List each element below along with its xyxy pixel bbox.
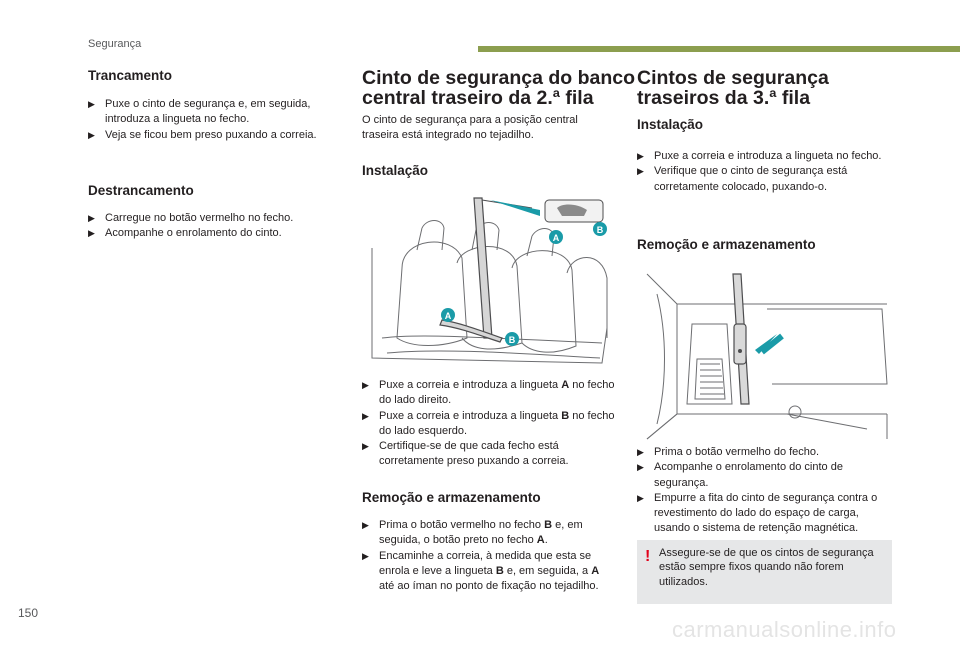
- bullet-icon: ▶: [637, 166, 644, 177]
- title-line: Cintos de segurança: [637, 67, 829, 89]
- list-item: ▶ Puxe o cinto de segurança e, em seguida, introduza a lingueta no fecho.: [88, 98, 311, 126]
- list-item: ▶ Encaminhe a correia, à medida que esta se enrola e leve a lingueta B e, em seguida, a A até ao íman no ponto de fixação no tejadilho.: [362, 549, 600, 593]
- list-item: ▶ Acompanhe o enrolamento do cinto.: [88, 226, 343, 241]
- destrancamento-heading: Destrancamento: [88, 183, 194, 198]
- bullet-icon: ▶: [362, 520, 369, 530]
- list-item: ▶ Acompanhe o enrolamento do cinto de segurança.: [637, 461, 843, 489]
- watermark: carmanualsonline.info: [672, 617, 897, 642]
- bullet-icon: ▶: [88, 129, 95, 140]
- bullet-icon: ▶: [362, 550, 369, 561]
- trancamento-heading: Trancamento: [88, 68, 173, 83]
- bullet-icon: ▶: [88, 228, 95, 239]
- list-item: ▶ Puxe a correia e introduza a lingueta no fecho.: [637, 149, 892, 164]
- bullet-icon: ▶: [88, 99, 95, 109]
- warning-text: Assegure-se de que os cintos de segurança estão sempre fixos quando não forem utilizados.: [659, 547, 874, 588]
- bullet-icon: ▶: [362, 441, 369, 452]
- destrancamento-list: [88, 211, 343, 242]
- central-belt-title: [362, 68, 635, 108]
- bullet-icon: ▶: [637, 447, 644, 457]
- label-b: B: [596, 225, 604, 235]
- label-b: B: [508, 335, 516, 345]
- third-remocao-list: [637, 445, 892, 537]
- third-instalacao-heading: Instalação: [637, 117, 704, 132]
- list-item: ▶ Verifique que o cinto de segurança está corretamente colocado, puxando-o.: [637, 165, 848, 193]
- trancamento-list: [88, 97, 343, 143]
- label-a: A: [444, 311, 452, 321]
- list-item: ▶ Puxe a correia e introduza a lingueta A no fecho do lado direito.: [362, 379, 615, 407]
- list-item: ▶ Carregue no botão vermelho no fecho.: [88, 211, 343, 226]
- bullet-icon: ▶: [88, 213, 95, 223]
- third-row-belt-illustration: [637, 264, 892, 442]
- title-line: traseiros da 3.ª fila: [637, 87, 811, 109]
- section-header-bar: [478, 46, 960, 52]
- central-belt-intro: O cinto de segurança para a posição central traseira está integrado no tejadilho.: [362, 114, 578, 142]
- page-number: 150: [18, 606, 39, 620]
- list-item: ▶ Prima o botão vermelho do fecho.: [637, 445, 892, 460]
- central-remocao-heading: Remoção e armazenamento: [362, 490, 541, 505]
- list-item: ▶ Empurre a fita do cinto de segurança contra o revestimento do lado do espaço de carga, usando o sistema de retenção magnética.: [637, 491, 878, 535]
- rear-seats-belt-illustration: [362, 188, 617, 378]
- bullet-icon: ▶: [362, 410, 369, 421]
- title-line: central traseiro da 2.ª fila: [362, 87, 594, 109]
- bullet-icon: ▶: [637, 151, 644, 161]
- warning-icon: !: [645, 548, 651, 565]
- third-row-belt-title: [637, 68, 829, 108]
- bullet-icon: ▶: [637, 492, 644, 503]
- title-line: Cinto de segurança do banco: [362, 67, 636, 89]
- list-item: ▶ Certifique-se de que cada fecho está corretamente preso puxando a correia.: [362, 440, 569, 468]
- section-header: Segurança: [88, 38, 142, 50]
- warning-box: [637, 540, 892, 604]
- third-remocao-heading: Remoção e armazenamento: [637, 237, 816, 252]
- bullet-icon: ▶: [362, 380, 369, 390]
- third-instalacao-list: [637, 149, 892, 195]
- list-item: ▶ Veja se ficou bem preso puxando a correia.: [88, 128, 343, 143]
- central-remocao-list: [362, 518, 617, 594]
- bullet-icon: ▶: [637, 462, 644, 473]
- list-item: ▶ Prima o botão vermelho no fecho B e, em seguida, o botão preto no fecho A.: [362, 519, 583, 547]
- list-item: ▶ Puxe a correia e introduza a lingueta B no fecho do lado esquerdo.: [362, 409, 615, 437]
- central-instalacao-list: [362, 378, 617, 470]
- label-a: A: [552, 233, 560, 243]
- central-instalacao-heading: Instalação: [362, 163, 429, 178]
